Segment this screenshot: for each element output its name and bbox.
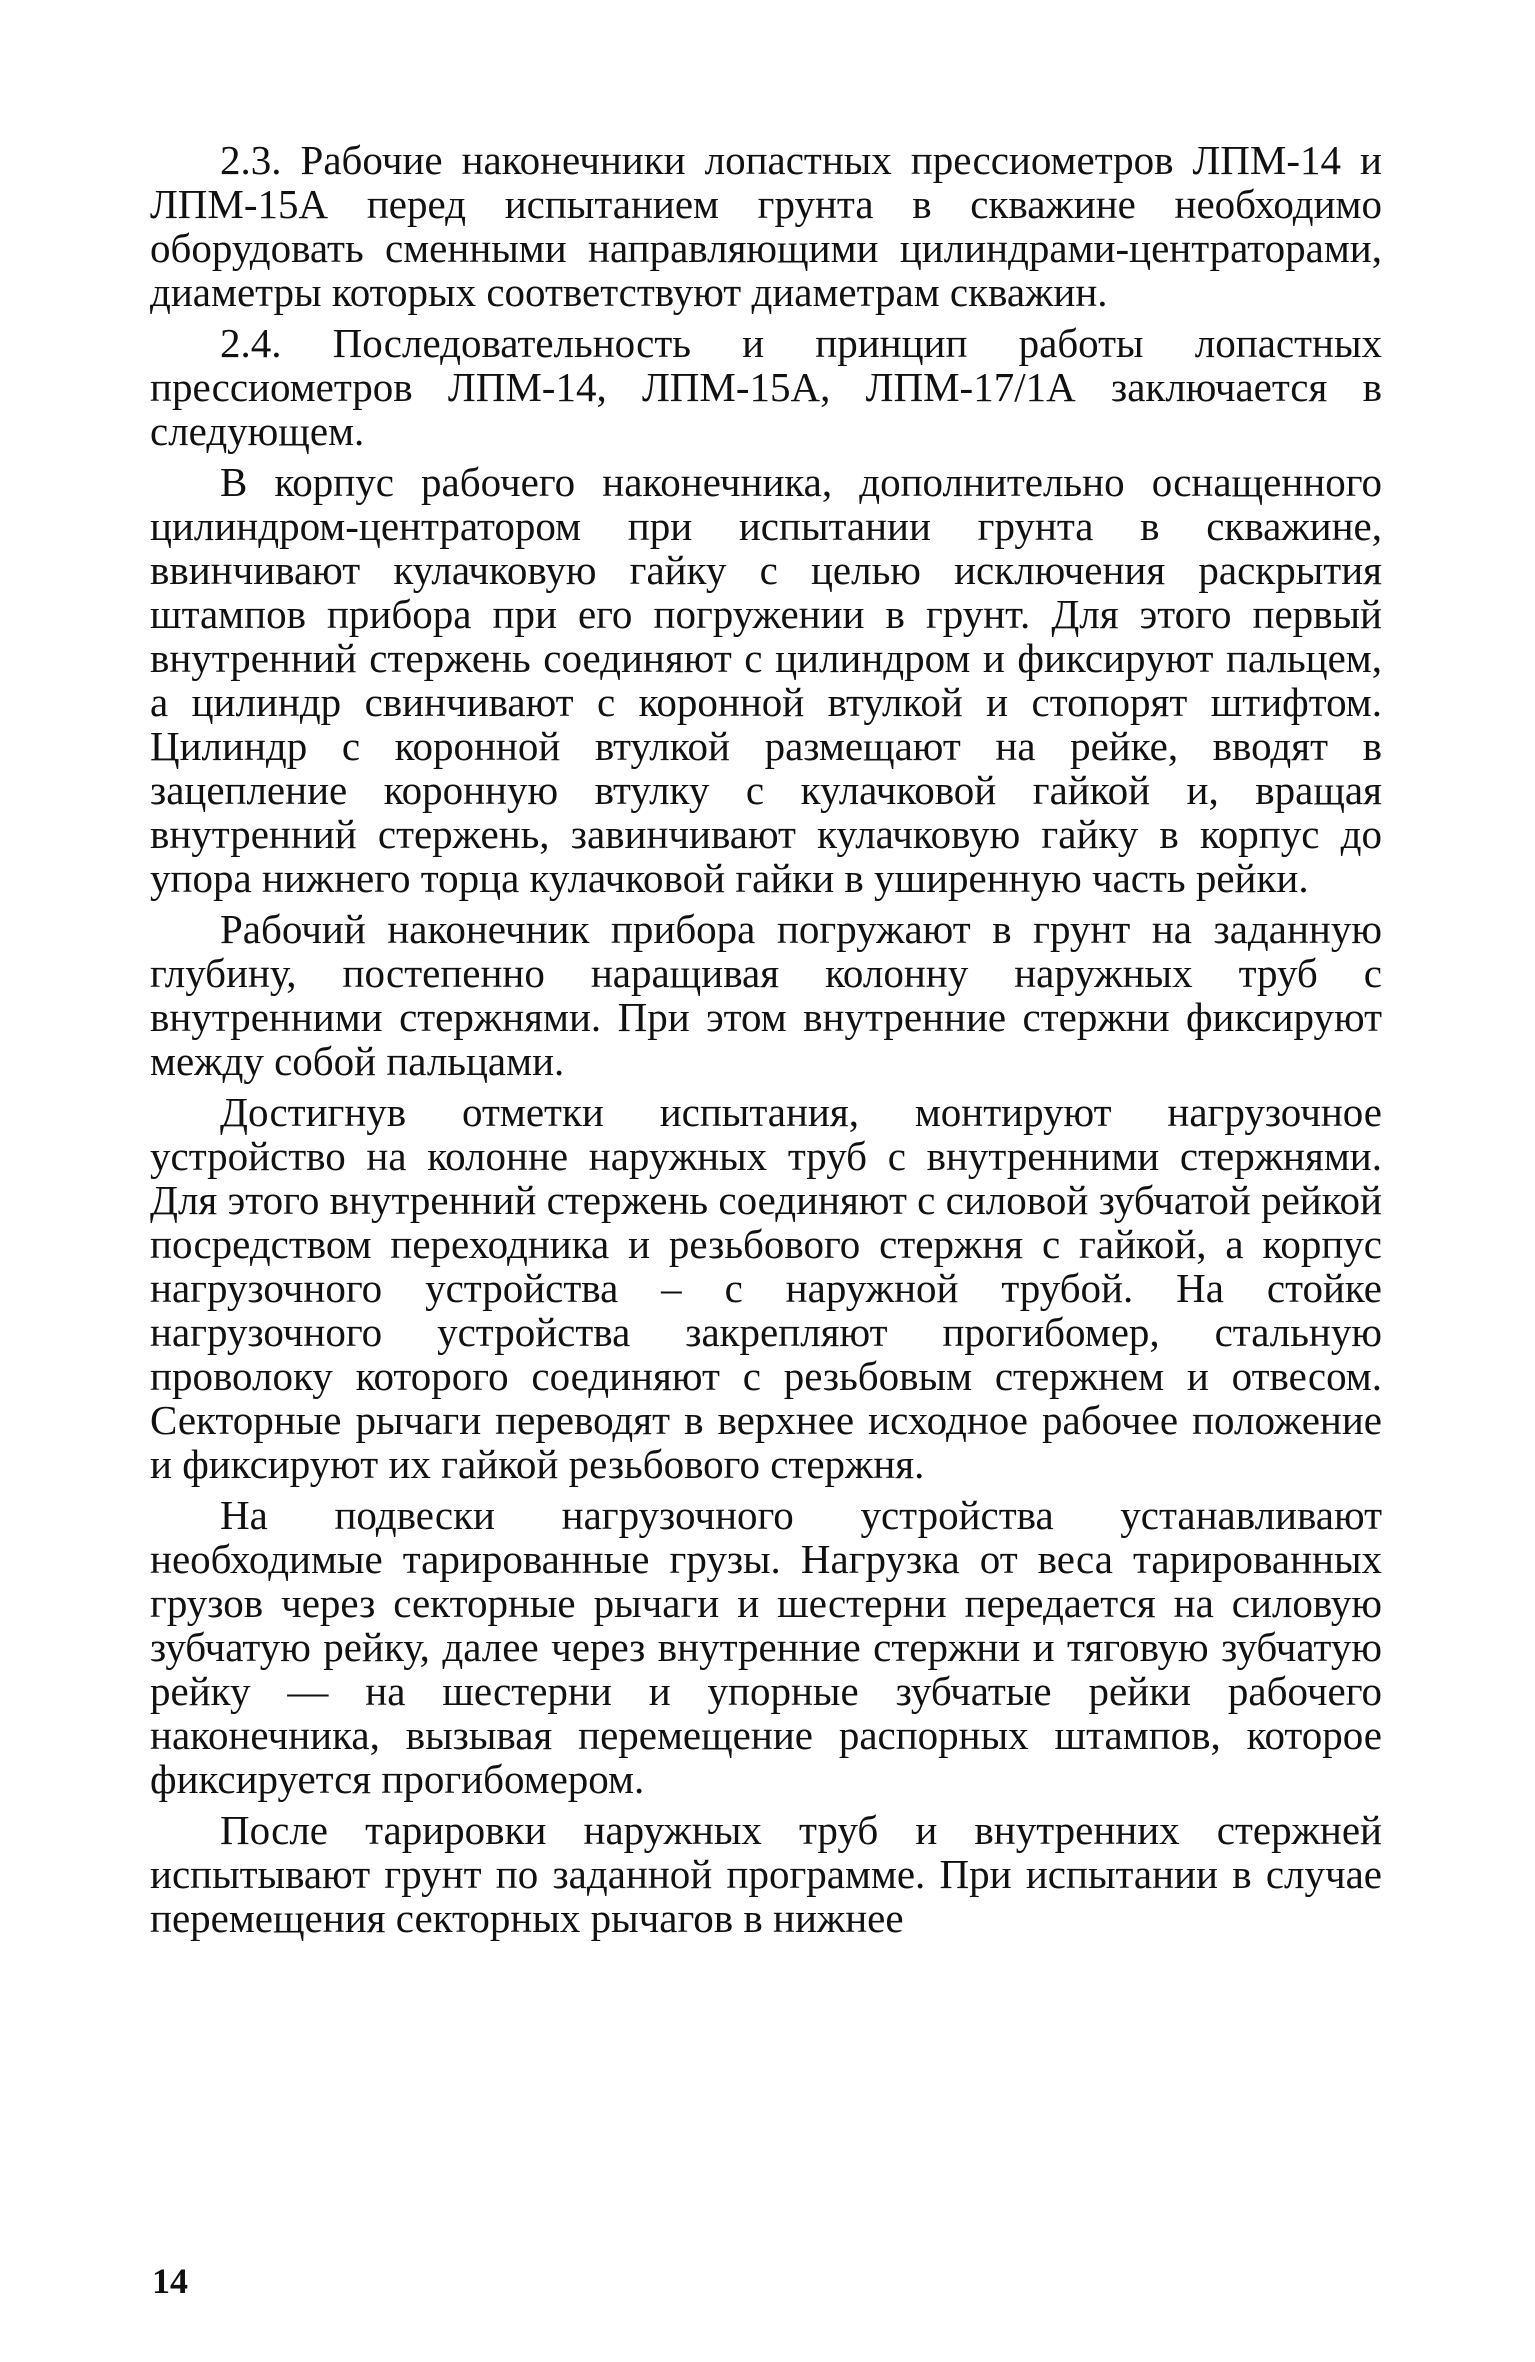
paragraph-assembly: В корпус рабочего наконечника, дополнительно оснащенного цилиндром-центратором при испытании грунта в скважине, ввинчивают кулачковую гайку с целью исключения раскрытия штампов прибора при его погружении в грунт. Для этого первый внутренний стержень соединяют с цилиндром и фиксируют пальцем, а цилиндр свинчивают с коронной втулкой и стопорят штифтом. Цилиндр с коронной втулкой размещают на рейке, вводят в зацепление коронную втулку с кулачковой гайкой и, вращая внутренний стержень, завинчивают кулачковую гайку в корпус до упора нижнего торца кулачковой гайки в уширенную часть рейки.: [150, 459, 1382, 901]
paragraph-weights: На подвески нагрузочного устройства устанавливают необходимые тарированные грузы. Нагрузка от веса тарированных грузов через секторные рычаги и шестерни передается на силовую зубчатую рейку, далее через внутренние стержни и тяговую зубчатую рейку — на шестерни и упорные зубчатые рейки рабочего наконечника, вызывая перемещение распорных штампов, которое фиксируется прогибомером.: [150, 1492, 1382, 1802]
paragraph-testing: После тарировки наружных труб и внутренних стержней испытывают грунт по заданной программе. При испытании в случае перемещения секторных рычагов в нижнее: [150, 1807, 1382, 1941]
paragraph-2-3: 2.3. Рабочие наконечники лопастных прессиометров ЛПМ-14 и ЛПМ-15А перед испытанием грунта в скважине необходимо оборудовать сменными направляющими цилиндрами-центраторами, диаметры которых соответствуют диаметрам скважин.: [150, 137, 1382, 315]
paragraph-immersion: Рабочий наконечник прибора погружают в грунт на заданную глубину, постепенно наращивая колонну наружных труб с внутренними стержнями. При этом внутренние стержни фиксируют между собой пальцами.: [150, 906, 1382, 1084]
page-number: 14: [152, 2261, 188, 2301]
paragraph-2-4: 2.4. Последовательность и принцип работы лопастных прессиометров ЛПМ-14, ЛПМ-15А, ЛПМ-17/1А заключается в следующем.: [150, 320, 1382, 454]
page-body: [150, 138, 1382, 2198]
paragraph-loading-device: Достигнув отметки испытания, монтируют нагрузочное устройство на колонне наружных труб с внутренними стержнями. Для этого внутренний стержень соединяют с силовой зубчатой рейкой посредством переходника и резьбового стержня с гайкой, а корпус нагрузочного устройства – с наружной трубой. На стойке нагрузочного устройства закрепляют прогибомер, стальную проволоку которого соединяют с резьбовым стержнем и отвесом. Секторные рычаги переводят в верхнее исходное рабочее положение и фиксируют их гайкой резьбового стержня.: [150, 1089, 1382, 1487]
